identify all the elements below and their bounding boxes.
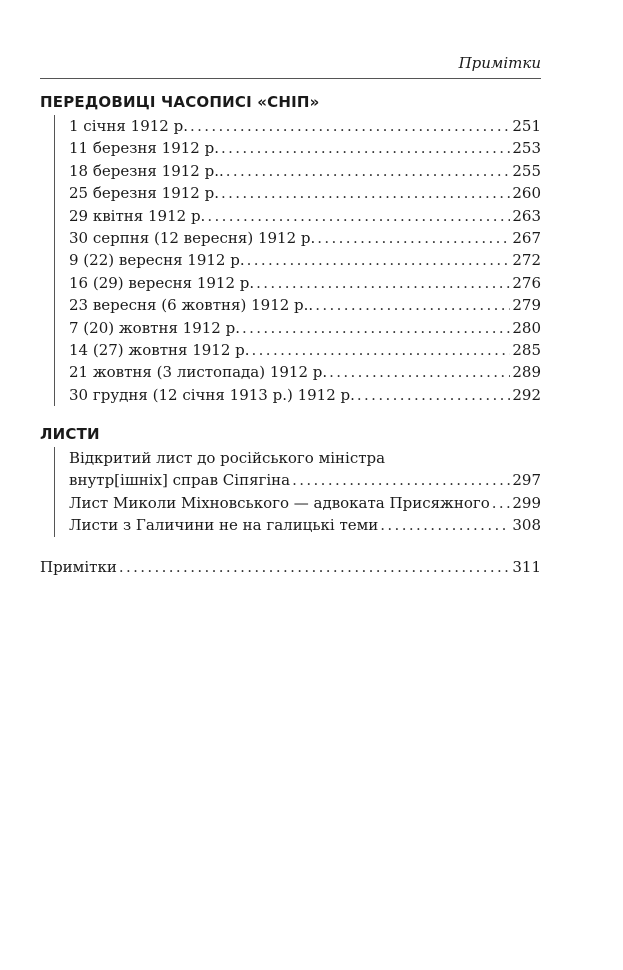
toc-entry[interactable] bbox=[40, 556, 541, 578]
toc-entry[interactable] bbox=[69, 361, 541, 383]
toc-entry[interactable] bbox=[69, 249, 541, 271]
toc-entry[interactable] bbox=[69, 182, 541, 204]
entry-title: 30 серпня (12 вересня) 1912 р. bbox=[69, 228, 316, 247]
dot-leader bbox=[256, 272, 510, 294]
dot-leader bbox=[221, 137, 510, 159]
dot-leader bbox=[292, 469, 510, 491]
entry-title: 9 (22) вересня 1912 р. bbox=[69, 251, 245, 270]
entry-title: 11 березня 1912 р. bbox=[69, 139, 219, 158]
entry-page: 260 bbox=[512, 184, 541, 203]
dot-leader bbox=[221, 182, 510, 204]
entry-title: Листи з Галичини не на галицькі теми bbox=[69, 516, 379, 535]
dot-leader bbox=[119, 556, 511, 578]
dot-leader bbox=[380, 514, 510, 536]
dot-leader bbox=[226, 160, 511, 182]
dot-leader bbox=[242, 317, 510, 339]
entry-page: 276 bbox=[512, 273, 541, 292]
dot-leader bbox=[317, 227, 510, 249]
dot-leader bbox=[247, 249, 511, 271]
dot-leader bbox=[492, 492, 511, 514]
toc-entry[interactable] bbox=[69, 514, 541, 536]
entry-page: 311 bbox=[512, 558, 541, 576]
running-header bbox=[40, 52, 541, 79]
entry-title: 16 (29) вересня 1912 р. bbox=[69, 273, 255, 292]
toc-entry[interactable] bbox=[69, 339, 541, 361]
entry-page: 279 bbox=[512, 296, 541, 315]
entry-page: 255 bbox=[512, 161, 541, 180]
toc-entry[interactable] bbox=[69, 115, 541, 137]
toc-entry[interactable] bbox=[69, 272, 541, 294]
dot-leader bbox=[315, 294, 510, 316]
entry-title-line[interactable]: Відкритий лист до російського міністра bbox=[69, 449, 386, 467]
toc-entry[interactable] bbox=[69, 205, 541, 227]
entry-title: 23 вересня (6 жовтня) 1912 р.. bbox=[69, 296, 314, 315]
entry-page: 289 bbox=[512, 363, 541, 382]
entry-page: 299 bbox=[512, 493, 541, 512]
entry-title: 30 грудня (12 січня 1913 р.) 1912 р. bbox=[69, 385, 355, 404]
entry-title: 21 жовтня (3 листопада) 1912 р. bbox=[69, 363, 328, 382]
entry-page: 272 bbox=[512, 251, 541, 270]
entry-title: 1 січня 1912 р. bbox=[69, 117, 188, 135]
entry-page: 263 bbox=[512, 206, 541, 225]
section-letters bbox=[40, 423, 541, 537]
entry-title: 7 (20) жовтня 1912 р. bbox=[69, 318, 240, 337]
dot-leader bbox=[190, 115, 510, 137]
section-heading: ПЕРЕДОВИЦІ ЧАСОПИСІ «СНІП» bbox=[40, 93, 320, 111]
toc-entry[interactable] bbox=[69, 227, 541, 249]
dot-leader bbox=[252, 339, 511, 361]
entry-title: Примітки bbox=[40, 558, 117, 576]
dot-leader bbox=[329, 361, 510, 383]
entry-title: 29 квітня 1912 р. bbox=[69, 206, 206, 225]
section-editorials bbox=[40, 91, 541, 406]
entry-page: 292 bbox=[512, 385, 541, 404]
dot-leader bbox=[357, 384, 510, 406]
toc-entry[interactable] bbox=[69, 317, 541, 339]
dot-leader bbox=[207, 205, 510, 227]
running-header-title: Примітки bbox=[458, 54, 541, 72]
entry-page: 267 bbox=[512, 228, 541, 247]
entry-title: внутр[ішніх] справ Сіпягіна bbox=[69, 471, 291, 490]
toc-entry[interactable] bbox=[69, 137, 541, 159]
toc-entry[interactable] bbox=[69, 469, 541, 491]
entry-page: 251 bbox=[512, 117, 541, 135]
toc-entry-notes[interactable] bbox=[40, 556, 541, 578]
toc-entry[interactable] bbox=[69, 294, 541, 316]
entry-page: 308 bbox=[512, 516, 541, 535]
entry-title: 14 (27) жовтня 1912 р. bbox=[69, 340, 250, 359]
entry-title: 25 березня 1912 р. bbox=[69, 184, 219, 203]
entry-page: 253 bbox=[512, 139, 541, 158]
entry-page: 280 bbox=[512, 318, 541, 337]
section-heading: ЛИСТИ bbox=[40, 425, 100, 443]
toc-entry[interactable] bbox=[69, 160, 541, 182]
entry-list bbox=[54, 447, 541, 537]
toc-entry[interactable] bbox=[69, 492, 541, 514]
entry-list bbox=[54, 115, 541, 406]
entry-page: 297 bbox=[512, 471, 541, 490]
entry-title: 18 березня 1912 р.. bbox=[69, 161, 224, 180]
entry-title: Лист Миколи Міхновського — адвоката Присяжного bbox=[69, 493, 490, 512]
entry-page: 285 bbox=[512, 340, 541, 359]
toc-entry[interactable] bbox=[69, 384, 541, 406]
